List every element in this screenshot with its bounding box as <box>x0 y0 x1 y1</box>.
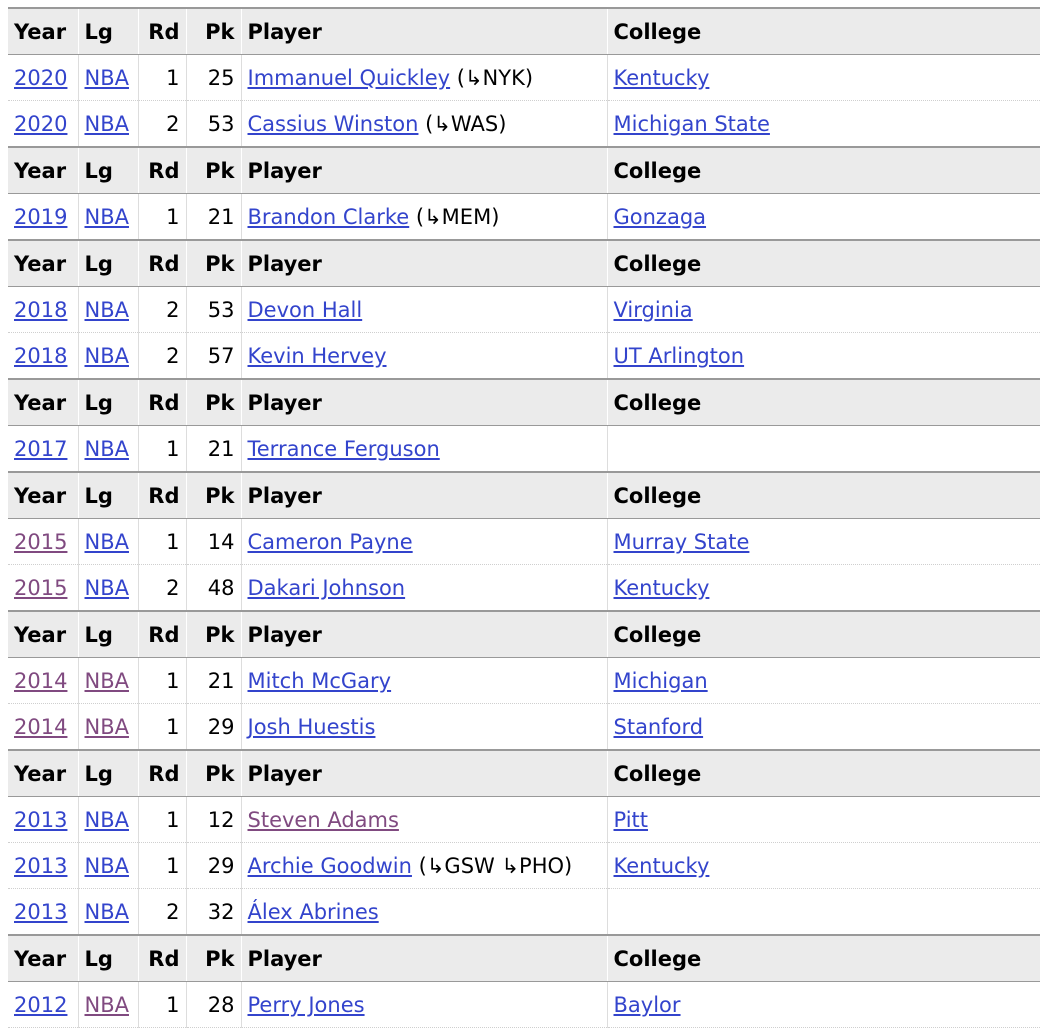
cell-year <box>8 333 78 380</box>
cell-college <box>607 565 1040 612</box>
header-pk[interactable]: Pk <box>186 935 241 982</box>
cell-pick: 32 <box>186 889 241 936</box>
cell-lg <box>78 194 138 241</box>
cell-college <box>607 426 1040 473</box>
cell-year <box>8 101 78 148</box>
header-lg[interactable]: Lg <box>78 750 138 797</box>
cell-college <box>607 194 1040 241</box>
cell-year <box>8 889 78 936</box>
cell-player <box>241 704 607 751</box>
college-link[interactable]: Pitt <box>613 807 649 832</box>
cell-lg <box>78 889 138 936</box>
cell-pick: 48 <box>186 565 241 612</box>
cell-pick: 12 <box>186 797 241 843</box>
year-link[interactable]: 2013 <box>14 807 68 832</box>
header-rd[interactable]: Rd <box>138 8 186 55</box>
cell-round: 1 <box>138 658 186 704</box>
league-link[interactable]: NBA <box>84 853 129 878</box>
header-player[interactable]: Player <box>241 379 607 426</box>
cell-year <box>8 982 78 1028</box>
player-link[interactable]: Cassius Winston <box>247 111 419 136</box>
cell-year <box>8 287 78 333</box>
header-pk[interactable]: Pk <box>186 147 241 194</box>
player-link[interactable]: Immanuel Quickley <box>247 65 451 90</box>
table-row <box>8 797 1040 843</box>
cell-pick: 53 <box>186 287 241 333</box>
cell-lg <box>78 704 138 751</box>
header-lg[interactable]: Lg <box>78 472 138 519</box>
college-link[interactable]: Kentucky <box>613 65 710 90</box>
cell-player <box>241 55 607 101</box>
header-player[interactable]: Player <box>241 472 607 519</box>
trade-note: (↳WAS) <box>418 111 507 136</box>
cell-player <box>241 797 607 843</box>
cell-player <box>241 889 607 936</box>
cell-college <box>607 797 1040 843</box>
cell-college <box>607 333 1040 380</box>
cell-college <box>607 843 1040 889</box>
year-link[interactable]: 2018 <box>14 297 68 322</box>
year-link[interactable]: 2015 <box>14 529 68 554</box>
table-row <box>8 889 1040 936</box>
cell-player <box>241 101 607 148</box>
league-link[interactable]: NBA <box>84 668 129 693</box>
table-header-row <box>8 611 1040 658</box>
cell-player <box>241 333 607 380</box>
league-link[interactable]: NBA <box>84 436 129 461</box>
header-lg[interactable]: Lg <box>78 147 138 194</box>
player-link[interactable]: Terrance Ferguson <box>247 436 440 461</box>
header-rd[interactable]: Rd <box>138 750 186 797</box>
college-link[interactable]: UT Arlington <box>613 343 745 368</box>
header-pk[interactable]: Pk <box>186 240 241 287</box>
header-player[interactable]: Player <box>241 8 607 55</box>
cell-player <box>241 565 607 612</box>
cell-college <box>607 101 1040 148</box>
table-row <box>8 704 1040 751</box>
cell-pick: 21 <box>186 658 241 704</box>
cell-college <box>607 982 1040 1028</box>
player-link[interactable]: Devon Hall <box>247 297 363 322</box>
cell-year <box>8 55 78 101</box>
cell-pick: 29 <box>186 843 241 889</box>
cell-lg <box>78 519 138 565</box>
college-link[interactable]: Baylor <box>613 992 681 1017</box>
table-row <box>8 287 1040 333</box>
year-link[interactable]: 2020 <box>14 65 68 90</box>
trade-note: (↳MEM) <box>409 204 500 229</box>
cell-round: 2 <box>138 101 186 148</box>
cell-college <box>607 889 1040 936</box>
header-rd[interactable]: Rd <box>138 379 186 426</box>
header-lg[interactable]: Lg <box>78 240 138 287</box>
cell-lg <box>78 101 138 148</box>
header-year[interactable]: Year <box>8 8 78 55</box>
cell-round: 1 <box>138 704 186 751</box>
table-row <box>8 194 1040 241</box>
cell-round: 1 <box>138 843 186 889</box>
league-link[interactable]: NBA <box>84 714 129 739</box>
league-link[interactable]: NBA <box>84 297 129 322</box>
header-pk[interactable]: Pk <box>186 379 241 426</box>
table-row <box>8 55 1040 101</box>
table-row <box>8 565 1040 612</box>
header-lg[interactable]: Lg <box>78 8 138 55</box>
table-header-row <box>8 935 1040 982</box>
player-link[interactable]: Steven Adams <box>247 807 399 832</box>
header-player[interactable]: Player <box>241 935 607 982</box>
cell-round: 1 <box>138 194 186 241</box>
cell-year <box>8 194 78 241</box>
cell-pick: 21 <box>186 194 241 241</box>
header-year[interactable]: Year <box>8 750 78 797</box>
cell-player <box>241 194 607 241</box>
table-row <box>8 101 1040 148</box>
header-year[interactable]: Year <box>8 472 78 519</box>
cell-round: 1 <box>138 426 186 473</box>
cell-player <box>241 519 607 565</box>
year-link[interactable]: 2015 <box>14 575 68 600</box>
player-link[interactable]: Archie Goodwin <box>247 853 412 878</box>
cell-player <box>241 426 607 473</box>
header-year[interactable]: Year <box>8 147 78 194</box>
header-lg[interactable]: Lg <box>78 611 138 658</box>
league-link[interactable]: NBA <box>84 899 129 924</box>
header-rd[interactable]: Rd <box>138 472 186 519</box>
header-college[interactable]: College <box>607 8 1040 55</box>
cell-round: 2 <box>138 889 186 936</box>
cell-year <box>8 426 78 473</box>
cell-lg <box>78 287 138 333</box>
college-link[interactable]: Stanford <box>613 714 704 739</box>
cell-year <box>8 519 78 565</box>
table-row <box>8 426 1040 473</box>
cell-college <box>607 287 1040 333</box>
player-link[interactable]: Josh Huestis <box>247 714 376 739</box>
header-player[interactable]: Player <box>241 750 607 797</box>
college-link[interactable]: Virginia <box>613 297 693 322</box>
table-header-row <box>8 472 1040 519</box>
header-pk[interactable]: Pk <box>186 750 241 797</box>
trade-note: (↳NYK) <box>450 65 534 90</box>
year-link[interactable]: 2019 <box>14 204 68 229</box>
header-player[interactable]: Player <box>241 147 607 194</box>
league-link[interactable]: NBA <box>84 992 129 1017</box>
header-rd[interactable]: Rd <box>138 611 186 658</box>
cell-pick: 21 <box>186 426 241 473</box>
cell-lg <box>78 565 138 612</box>
year-link[interactable]: 2020 <box>14 111 68 136</box>
cell-lg <box>78 333 138 380</box>
cell-round: 1 <box>138 982 186 1028</box>
header-year[interactable]: Year <box>8 935 78 982</box>
cell-pick: 28 <box>186 982 241 1028</box>
year-link[interactable]: 2013 <box>14 899 68 924</box>
table-header-row <box>8 750 1040 797</box>
cell-round: 2 <box>138 287 186 333</box>
cell-college <box>607 55 1040 101</box>
table-row <box>8 658 1040 704</box>
cell-pick: 25 <box>186 55 241 101</box>
draft-picks-body <box>8 8 1040 1028</box>
header-year[interactable]: Year <box>8 379 78 426</box>
league-link[interactable]: NBA <box>84 575 129 600</box>
college-link[interactable]: Michigan State <box>613 111 770 136</box>
header-rd[interactable]: Rd <box>138 935 186 982</box>
league-link[interactable]: NBA <box>84 343 129 368</box>
cell-player <box>241 843 607 889</box>
cell-lg <box>78 843 138 889</box>
cell-round: 1 <box>138 797 186 843</box>
league-link[interactable]: NBA <box>84 529 129 554</box>
player-link[interactable]: Perry Jones <box>247 992 365 1017</box>
cell-pick: 29 <box>186 704 241 751</box>
cell-college <box>607 519 1040 565</box>
cell-pick: 53 <box>186 101 241 148</box>
league-link[interactable]: NBA <box>84 807 129 832</box>
table-header-row <box>8 8 1040 55</box>
league-link[interactable]: NBA <box>84 204 129 229</box>
college-link[interactable]: Kentucky <box>613 853 710 878</box>
cell-year <box>8 565 78 612</box>
cell-round: 1 <box>138 55 186 101</box>
cell-player <box>241 658 607 704</box>
header-college[interactable]: College <box>607 611 1040 658</box>
cell-round: 2 <box>138 565 186 612</box>
header-player[interactable]: Player <box>241 240 607 287</box>
header-college[interactable]: College <box>607 472 1040 519</box>
header-college[interactable]: College <box>607 750 1040 797</box>
cell-lg <box>78 426 138 473</box>
league-link[interactable]: NBA <box>84 111 129 136</box>
cell-college <box>607 658 1040 704</box>
college-link[interactable]: Kentucky <box>613 575 710 600</box>
header-rd[interactable]: Rd <box>138 147 186 194</box>
table-row <box>8 519 1040 565</box>
player-link[interactable]: Brandon Clarke <box>247 204 410 229</box>
header-college[interactable]: College <box>607 935 1040 982</box>
year-link[interactable]: 2012 <box>14 992 68 1017</box>
cell-lg <box>78 658 138 704</box>
league-link[interactable]: NBA <box>84 65 129 90</box>
header-lg[interactable]: Lg <box>78 935 138 982</box>
cell-round: 2 <box>138 333 186 380</box>
cell-year <box>8 658 78 704</box>
college-link[interactable]: Murray State <box>613 529 750 554</box>
cell-pick: 57 <box>186 333 241 380</box>
header-lg[interactable]: Lg <box>78 379 138 426</box>
header-year[interactable]: Year <box>8 240 78 287</box>
cell-year <box>8 704 78 751</box>
year-link[interactable]: 2013 <box>14 853 68 878</box>
header-year[interactable]: Year <box>8 611 78 658</box>
table-row <box>8 982 1040 1028</box>
cell-year <box>8 843 78 889</box>
college-link[interactable]: Gonzaga <box>613 204 707 229</box>
player-link[interactable]: Cameron Payne <box>247 529 413 554</box>
cell-pick: 14 <box>186 519 241 565</box>
player-link[interactable]: Kevin Hervey <box>247 343 387 368</box>
player-link[interactable]: Álex Abrines <box>247 899 379 924</box>
table-header-row <box>8 240 1040 287</box>
header-pk[interactable]: Pk <box>186 611 241 658</box>
table-row <box>8 333 1040 380</box>
header-college[interactable]: College <box>607 240 1040 287</box>
player-link[interactable]: Dakari Johnson <box>247 575 406 600</box>
trade-note: (↳GSW ↳PHO) <box>411 853 573 878</box>
cell-year <box>8 797 78 843</box>
table-header-row <box>8 147 1040 194</box>
table-header-row <box>8 379 1040 426</box>
draft-picks-table <box>8 7 1040 1028</box>
college-link[interactable]: Michigan <box>613 668 708 693</box>
header-college[interactable]: College <box>607 379 1040 426</box>
cell-lg <box>78 55 138 101</box>
header-college[interactable]: College <box>607 147 1040 194</box>
header-pk[interactable]: Pk <box>186 8 241 55</box>
year-link[interactable]: 2017 <box>14 436 68 461</box>
cell-player <box>241 982 607 1028</box>
header-rd[interactable]: Rd <box>138 240 186 287</box>
cell-lg <box>78 797 138 843</box>
year-link[interactable]: 2014 <box>14 668 68 693</box>
header-player[interactable]: Player <box>241 611 607 658</box>
header-pk[interactable]: Pk <box>186 472 241 519</box>
table-row <box>8 843 1040 889</box>
cell-lg <box>78 982 138 1028</box>
player-link[interactable]: Mitch McGary <box>247 668 392 693</box>
year-link[interactable]: 2018 <box>14 343 68 368</box>
year-link[interactable]: 2014 <box>14 714 68 739</box>
cell-college <box>607 704 1040 751</box>
cell-round: 1 <box>138 519 186 565</box>
cell-player <box>241 287 607 333</box>
